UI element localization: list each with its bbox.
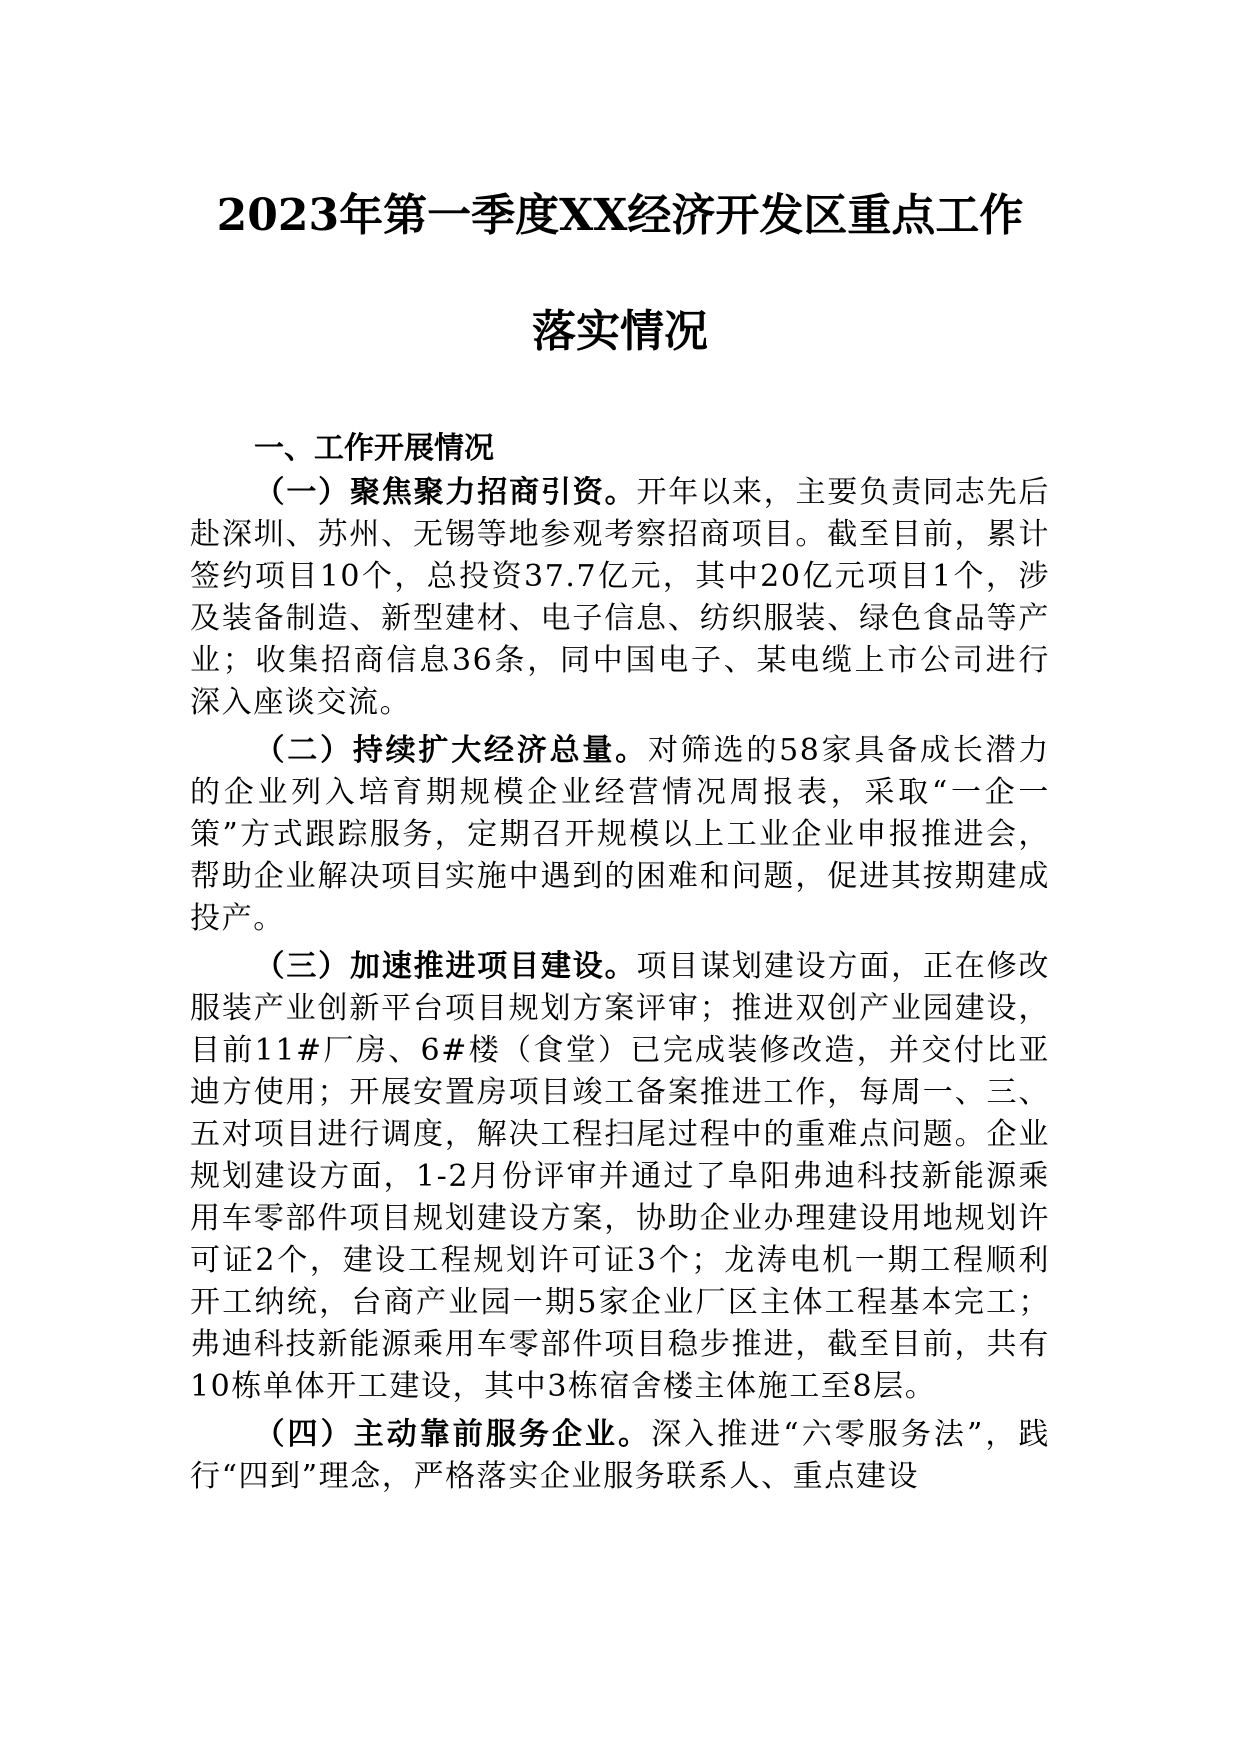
section-heading: 一、工作开展情况 bbox=[254, 431, 494, 466]
paragraph-2 bbox=[190, 730, 1050, 940]
paragraph-4 bbox=[190, 1414, 1050, 1498]
paragraph-3 bbox=[190, 946, 1050, 1408]
paragraph-1-lead: （一）聚焦聚力招商引资。 bbox=[254, 475, 637, 510]
document-title-line-2: 落实情况 bbox=[532, 306, 708, 357]
paragraph-1-text: 开年以来，主要负责同志先后赴深圳、苏州、无锡等地参观考察招商项目。截至目前，累计签约项目10个，总投资37.7亿元，其中20亿元项目1个，涉及装备制造、新型建材、电子信息、纺织服装、绿色食品等产业；收集招商信息36条，同中国电子、某电缆上市公司进行深入座谈交流。 bbox=[190, 475, 1050, 720]
paragraph-2-text: 对筛选的58家具备成长潜力的企业列入培育期规模企业经营情况周报表，采取“一企一策”方式跟踪服务，定期召开规模以上工业企业申报推进会，帮助企业解决项目实施中遇到的困难和问题，促进其按期建成投产。 bbox=[190, 733, 1050, 936]
paragraph-1 bbox=[190, 472, 1050, 724]
paragraph-4-lead: （四）主动靠前服务企业。 bbox=[254, 1417, 652, 1452]
paragraph-3-lead: （三）加速推进项目建设。 bbox=[254, 949, 637, 984]
document-title-line-1: 2023年第一季度XX经济开发区重点工作 bbox=[216, 190, 1024, 241]
paragraph-2-lead: （二）持续扩大经济总量。 bbox=[254, 733, 648, 768]
paragraph-4-text: 深入推进“六零服务法”，践行“四到”理念，严格落实企业服务联系人、重点建设 bbox=[190, 1417, 1050, 1494]
paragraph-3-text: 项目谋划建设方面，正在修改服装产业创新平台项目规划方案评审；推进双创产业园建设，目前11#厂房、6#楼（食堂）已完成装修改造，并交付比亚迪方使用；开展安置房项目竣工备案推进工作，每周一、三、五对项目进行调度，解决工程扫尾过程中的重难点问题。企业规划建设方面，1-2月份评审并通过了阜阳弗迪科技新能源乘用车零部件项目规划建设方案，协助企业办理建设用地规划许可证2个，建设工程规划许可证3个；龙涛电机一期工程顺利开工纳统，台商产业园一期5家企业厂区主体工程基本完工；弗迪科技新能源乘用车零部件项目稳步推进，截至目前，共有10栋单体开工建设，其中3栋宿舍楼主体施工至8层。 bbox=[190, 949, 1050, 1404]
document-body bbox=[190, 428, 1050, 1504]
